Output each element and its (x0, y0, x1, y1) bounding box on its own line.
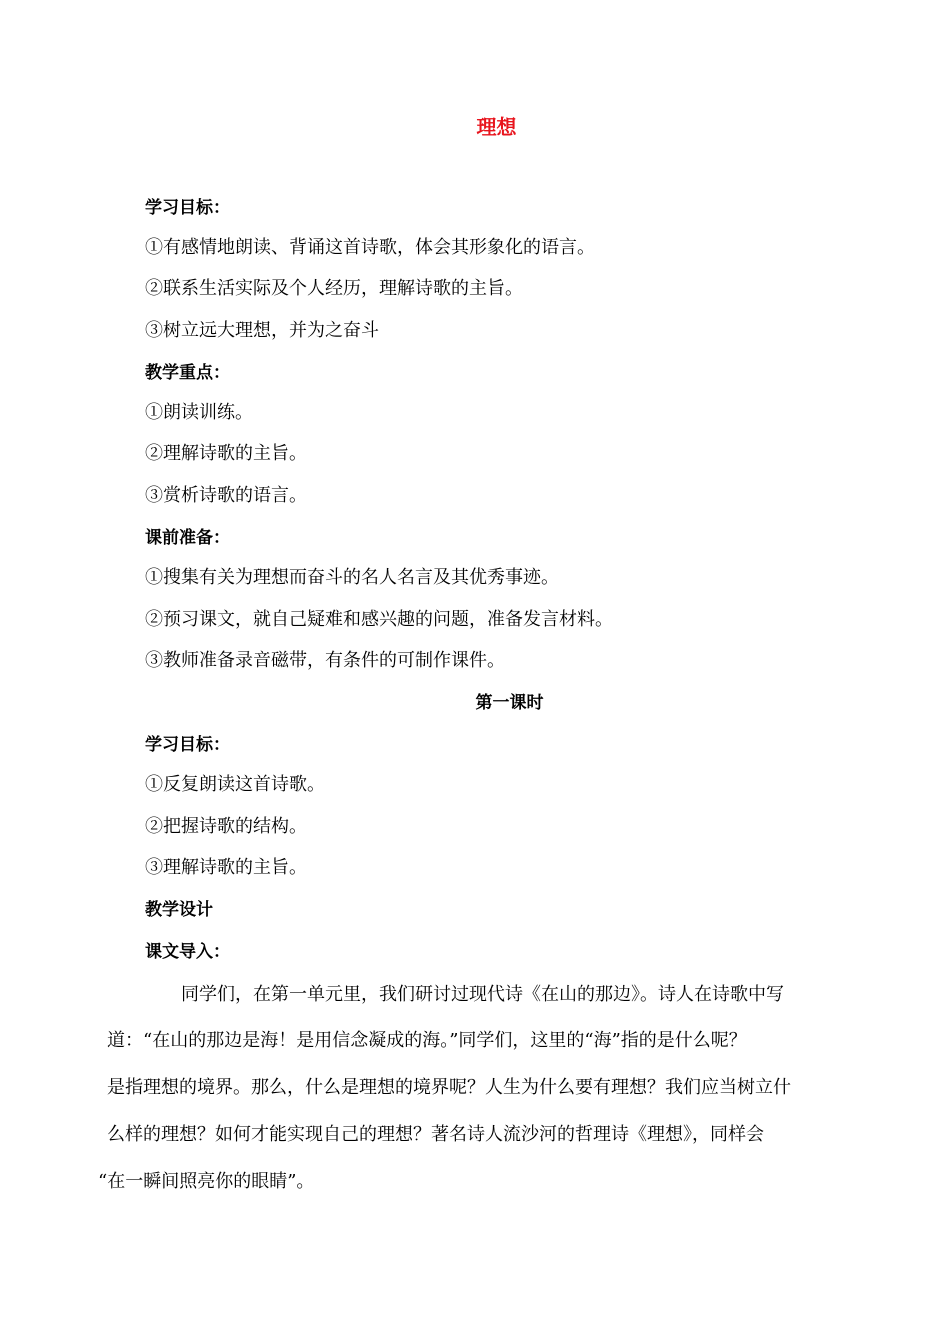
key-point-item: ③赏析诗歌的语言。 (145, 485, 307, 506)
intro-paragraph-line: 是指理想的境界。那么，什么是理想的境界呢？人生为什么要有理想？我们应当树立什 (107, 1077, 791, 1098)
document-title: 理想 (476, 115, 517, 139)
preparation-item: ②预习课文，就自己疑难和感兴趣的问题，准备发言材料。 (145, 609, 613, 630)
preparation-item: ③教师准备录音磁带，有条件的可制作课件。 (145, 650, 505, 671)
key-points-heading: 教学重点： (145, 363, 230, 383)
preparation-item: ①搜集有关为理想而奋斗的名人名言及其优秀事迹。 (145, 567, 559, 588)
learning-goal-item: ②联系生活实际及个人经历，理解诗歌的主旨。 (145, 278, 523, 299)
learning-goals-heading: 学习目标： (145, 198, 230, 218)
learning-goal-item: ①有感情地朗读、背诵这首诗歌，体会其形象化的语言。 (145, 237, 595, 258)
intro-heading: 课文导入： (145, 942, 230, 962)
key-point-item: ②理解诗歌的主旨。 (145, 443, 307, 464)
key-point-item: ①朗读训练。 (145, 402, 253, 423)
teaching-design-heading: 教学设计 (145, 900, 213, 920)
lesson-one-heading: 第一课时 (475, 693, 544, 713)
intro-paragraph-line: 么样的理想？如何才能实现自己的理想？著名诗人流沙河的哲理诗《理想》，同样会 (107, 1124, 764, 1145)
learning-goal-item: ③树立远大理想，并为之奋斗 (145, 320, 379, 341)
intro-paragraph-line: “在一瞬间照亮你的眼睛”。 (98, 1171, 315, 1192)
lesson-goal-item: ②把握诗歌的结构。 (145, 816, 307, 837)
lesson-goal-item: ①反复朗读这首诗歌。 (145, 774, 325, 795)
intro-paragraph-line: 道：“在山的那边是海！是用信念凝成的海。”同学们，这里的“海”指的是什么呢？ (107, 1030, 747, 1051)
preparation-heading: 课前准备： (145, 528, 230, 548)
intro-paragraph-line: 同学们，在第一单元里，我们研讨过现代诗《在山的那边》。诗人在诗歌中写 (181, 984, 784, 1005)
lesson-goals-heading: 学习目标： (145, 735, 230, 755)
lesson-goal-item: ③理解诗歌的主旨。 (145, 857, 307, 878)
